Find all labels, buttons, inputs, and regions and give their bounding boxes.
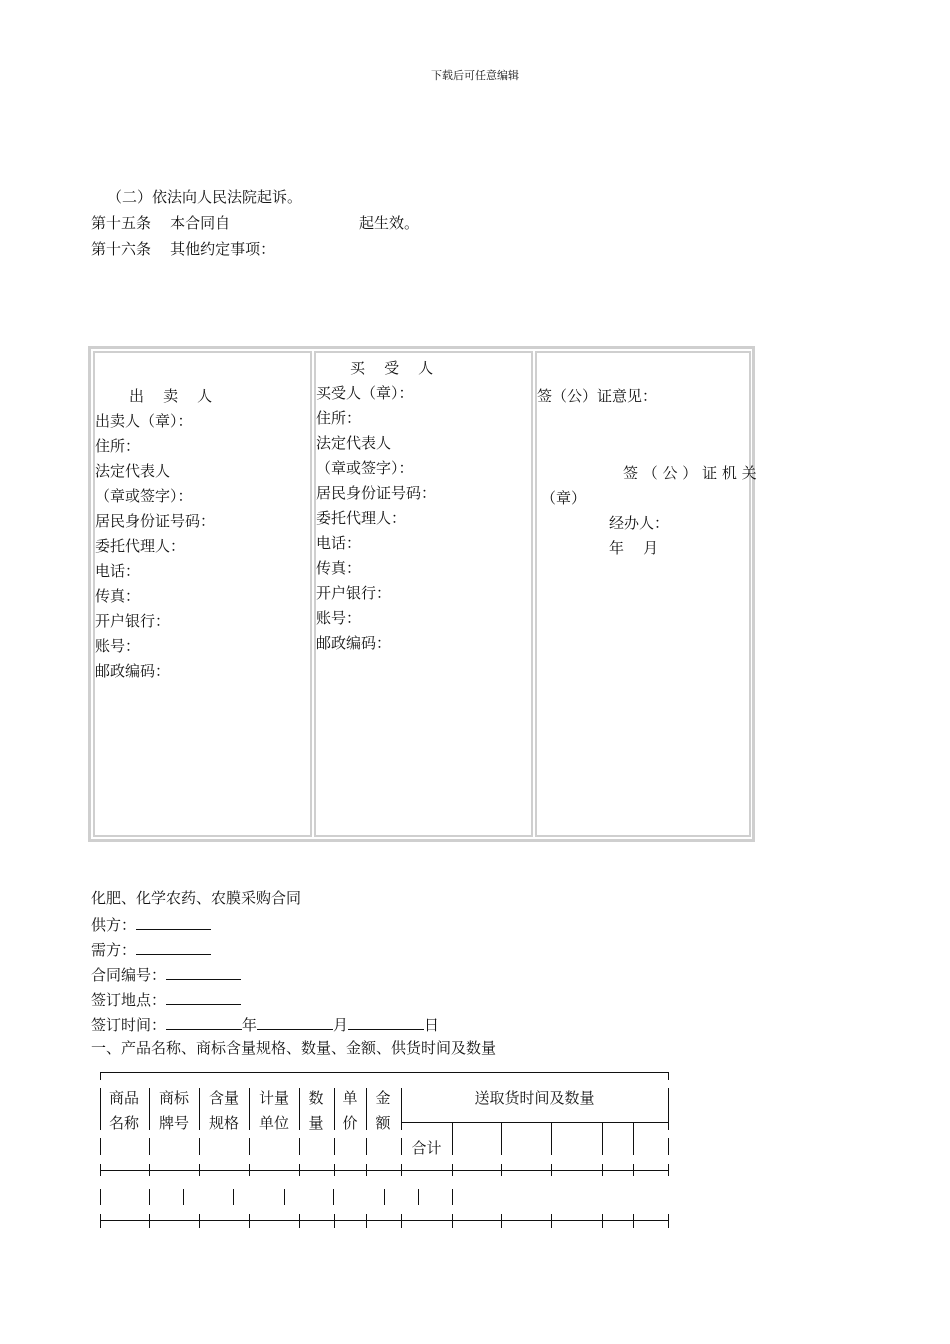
column-header-bottom: 单位 bbox=[258, 1114, 289, 1132]
buyer-line: 委托代理人： bbox=[316, 509, 407, 527]
month-blank bbox=[257, 1013, 333, 1030]
column-header-bottom: 量 bbox=[308, 1114, 324, 1132]
buyer-line: （章或签字）： bbox=[316, 459, 414, 477]
table-rule bbox=[452, 1164, 453, 1176]
table-rule bbox=[668, 1138, 669, 1155]
table-rule bbox=[334, 1214, 335, 1228]
table-rule bbox=[100, 1189, 101, 1205]
notary-column bbox=[535, 351, 757, 837]
table-rule bbox=[668, 1072, 669, 1080]
buyer-title: 买 受 人 bbox=[350, 359, 434, 377]
table-rule bbox=[401, 1122, 668, 1123]
table-rule bbox=[100, 1072, 101, 1080]
total-label: 合计 bbox=[411, 1139, 442, 1157]
table-rule bbox=[233, 1189, 234, 1205]
table-rule bbox=[633, 1164, 634, 1176]
seller-line: 出卖人（章）： bbox=[95, 412, 193, 430]
table-rule bbox=[366, 1164, 367, 1176]
notary-stamp: （章） bbox=[541, 489, 587, 507]
buyer-line: 邮政编码： bbox=[316, 634, 392, 652]
contract-no-blank bbox=[166, 963, 241, 980]
table-rule bbox=[551, 1214, 552, 1228]
table-rule bbox=[334, 1164, 335, 1176]
buyer-line: 传真： bbox=[316, 559, 362, 577]
table-rule bbox=[602, 1214, 603, 1228]
table-rule bbox=[284, 1189, 285, 1205]
table-rule bbox=[668, 1088, 669, 1130]
notary-title: 签（公）证意见： bbox=[537, 387, 658, 405]
table-rule bbox=[299, 1138, 300, 1155]
table-rule bbox=[199, 1164, 200, 1176]
column-header-bottom: 价 bbox=[342, 1114, 358, 1132]
table-rule bbox=[333, 1189, 334, 1205]
table-rule bbox=[452, 1189, 453, 1205]
buyer-line: 法定代表人 bbox=[316, 434, 392, 452]
buyer-line: 开户银行： bbox=[316, 584, 392, 602]
seller-line: 电话： bbox=[95, 562, 141, 580]
place-label: 签订地点： bbox=[91, 991, 167, 1009]
table-rule bbox=[149, 1164, 150, 1176]
place-blank bbox=[166, 988, 241, 1005]
signature-table bbox=[88, 346, 755, 842]
table-rule bbox=[668, 1164, 669, 1176]
table-rule bbox=[199, 1214, 200, 1228]
table-rule bbox=[418, 1189, 419, 1205]
buyer-line: 居民身份证号码： bbox=[316, 484, 437, 502]
column-header-top: 商标 bbox=[158, 1089, 189, 1107]
buyer-line: 买受人（章）： bbox=[316, 384, 414, 402]
table-rule bbox=[183, 1189, 184, 1205]
table-rule bbox=[299, 1164, 300, 1176]
column-header-top: 计量 bbox=[258, 1089, 289, 1107]
contract-no-line bbox=[91, 963, 241, 985]
clause-16: 第十六条 其他约定事项： bbox=[91, 240, 276, 258]
seller-column bbox=[93, 351, 312, 837]
table-rule bbox=[551, 1122, 552, 1155]
contract-no-label: 合同编号： bbox=[91, 966, 167, 984]
table-rule bbox=[334, 1138, 335, 1155]
section1-heading: 一、产品名称、商标含量规格、数量、金额、供货时间及数量 bbox=[91, 1039, 497, 1057]
table-rule bbox=[452, 1122, 453, 1155]
table-rule bbox=[199, 1138, 200, 1155]
table-rule bbox=[100, 1170, 668, 1171]
clause-15-label: 第十五条 本合同自 bbox=[91, 214, 231, 232]
column-header-bottom: 规格 bbox=[208, 1114, 239, 1132]
supplier-line bbox=[91, 913, 211, 935]
table-rule bbox=[249, 1138, 250, 1155]
seller-line: 开户银行： bbox=[95, 612, 171, 630]
buyer-line bbox=[91, 938, 211, 960]
table-rule bbox=[633, 1122, 634, 1155]
table-rule bbox=[384, 1189, 385, 1205]
column-header-top: 数 bbox=[308, 1089, 324, 1107]
contract2-title: 化肥、化学农药、农膜采购合同 bbox=[91, 889, 302, 907]
seller-line: 居民身份证号码： bbox=[95, 512, 216, 530]
seller-line: 委托代理人： bbox=[95, 537, 186, 555]
seller-title: 出 卖 人 bbox=[129, 387, 213, 405]
column-header-top: 金 bbox=[375, 1089, 391, 1107]
table-rule bbox=[401, 1214, 402, 1228]
seller-line: 传真： bbox=[95, 587, 141, 605]
seller-line: （章或签字）： bbox=[95, 487, 193, 505]
buyer-blank bbox=[136, 938, 211, 955]
table-rule bbox=[501, 1164, 502, 1176]
buyer-label: 需方： bbox=[91, 941, 137, 959]
seller-line: 账号： bbox=[95, 637, 141, 655]
table-rule bbox=[602, 1164, 603, 1176]
buyer-column bbox=[314, 351, 533, 837]
table-rule bbox=[366, 1138, 367, 1155]
table-rule bbox=[401, 1164, 402, 1176]
table-rule bbox=[249, 1214, 250, 1228]
table-rule bbox=[452, 1214, 453, 1228]
notary-agent: 经办人： bbox=[609, 514, 670, 532]
year-blank bbox=[166, 1013, 242, 1030]
table-rule bbox=[100, 1164, 101, 1176]
seller-line: 法定代表人 bbox=[95, 462, 171, 480]
table-rule bbox=[149, 1214, 150, 1228]
column-header-top: 商品 bbox=[108, 1089, 139, 1107]
clause-15-effect: 起生效。 bbox=[359, 214, 420, 232]
seller-line: 邮政编码： bbox=[95, 662, 171, 680]
time-label: 签订时间： bbox=[91, 1016, 167, 1034]
buyer-line: 电话： bbox=[316, 534, 362, 552]
intro-clause-2: （二）依法向人民法院起诉。 bbox=[107, 188, 303, 206]
column-header-bottom: 额 bbox=[375, 1114, 391, 1132]
page-header-note: 下载后可任意编辑 bbox=[431, 69, 519, 82]
supplier-blank bbox=[136, 913, 211, 930]
column-header-top: 含量 bbox=[208, 1089, 239, 1107]
notary-org: 签 （ 公 ） 证 机 关 bbox=[623, 464, 757, 482]
table-rule bbox=[501, 1214, 502, 1228]
buyer-line: 住所： bbox=[316, 409, 362, 427]
table-rule bbox=[149, 1138, 150, 1155]
table-rule bbox=[551, 1164, 552, 1176]
table-rule bbox=[501, 1122, 502, 1155]
day-label: 日 bbox=[424, 1016, 440, 1034]
table-rule bbox=[100, 1072, 668, 1073]
year-label: 年 bbox=[242, 1016, 258, 1034]
day-blank bbox=[348, 1013, 424, 1030]
table-rule bbox=[602, 1122, 603, 1155]
table-rule bbox=[249, 1164, 250, 1176]
table-rule bbox=[633, 1214, 634, 1228]
seller-line: 住所： bbox=[95, 437, 141, 455]
time-line bbox=[91, 1013, 439, 1035]
buyer-line: 账号： bbox=[316, 609, 362, 627]
table-rule bbox=[366, 1214, 367, 1228]
delivery-header: 送取货时间及数量 bbox=[474, 1089, 595, 1107]
column-header-bottom: 牌号 bbox=[158, 1114, 189, 1132]
place-line bbox=[91, 988, 241, 1010]
table-rule bbox=[100, 1220, 668, 1221]
supplier-label: 供方： bbox=[91, 916, 137, 934]
table-rule bbox=[100, 1214, 101, 1228]
notary-date: 年 月 bbox=[609, 539, 659, 557]
column-header-bottom: 名称 bbox=[108, 1114, 139, 1132]
month-label: 月 bbox=[333, 1016, 349, 1034]
table-rule bbox=[149, 1189, 150, 1205]
table-rule bbox=[299, 1214, 300, 1228]
table-rule bbox=[668, 1214, 669, 1228]
column-header-top: 单 bbox=[342, 1089, 358, 1107]
table-rule bbox=[100, 1138, 101, 1155]
